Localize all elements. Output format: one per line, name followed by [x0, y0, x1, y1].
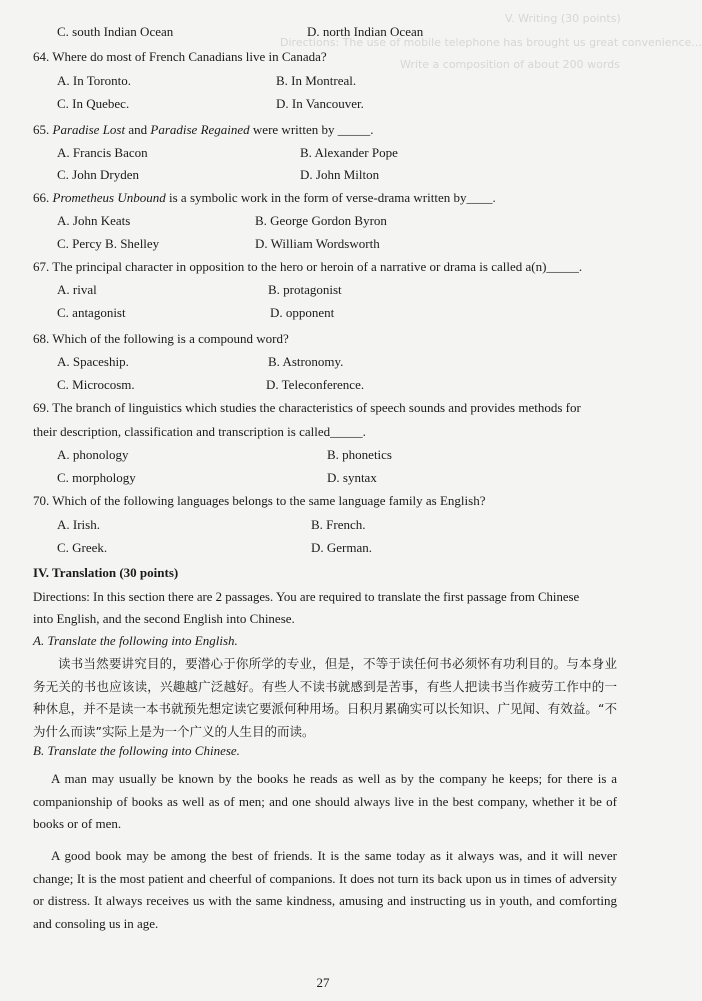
q69-option-c: C. morphology [57, 470, 136, 485]
q66-option-a: A. John Keats [57, 213, 131, 228]
bleed-through-line: V. Writing (30 points) [505, 12, 621, 25]
q64-option-a: A. In Toronto. [57, 73, 131, 88]
bleed-through-line: Write a composition of about 200 words [400, 58, 620, 71]
part-b-paragraph-1: A man may usually be known by the books he reads as well as by the company he keeps; for there is a companionship of books as well as of men; and one should always live in the best company, whether it be of books or of men. [33, 771, 617, 831]
q70-option-b: B. French. [311, 517, 366, 532]
part-a-chinese-passage: 读书当然要讲究目的，要潜心于你所学的专业，但是，不等于读任何书必须怀有功利目的。与本身业务无关的书也应该读，兴趣越广泛越好。有些人不读书就感到是苦事，有些人把读书当作疲劳工作中的一种休息，并不是读一本书就预先想定读它要派何种用场。日积月累确实可以长知识、广见闻、有效益。“不为什么而读”实际上是为一个广义的人生目的而读。 [33, 656, 617, 739]
q63-option-c: C. south Indian Ocean [57, 24, 174, 39]
q70-stem: 70. Which of the following languages belongs to the same language family as English? [33, 493, 486, 508]
q67-option-a: A. rival [57, 282, 97, 297]
q67-stem: 67. The principal character in opposition to the hero or heroin of a narrative or drama is called a(n)_____. [33, 259, 583, 274]
part-a-heading: A. Translate the following into English. [33, 633, 238, 648]
q69-option-b: B. phonetics [327, 447, 392, 462]
q70-option-d: D. German. [311, 540, 373, 555]
directions-line-1: Directions: In this section there are 2 passages. You are required to translate the first passage from Chinese [33, 590, 580, 604]
bleed-through-line: Directions: The use of mobile telephone has brought us great convenience... [280, 36, 702, 49]
q65-option-c: C. John Dryden [57, 167, 139, 182]
q66-option-d: D. William Wordsworth [255, 236, 380, 251]
q66-option-b: B. George Gordon Byron [255, 213, 387, 228]
q65-stem [33, 122, 374, 138]
q69-option-d: D. syntax [327, 470, 377, 485]
q66-stem [33, 190, 496, 206]
q63-option-d: D. north Indian Ocean [307, 24, 424, 39]
q69-stem-line-2: their description, classification and transcription is called_____. [33, 424, 366, 439]
part-b-paragraph-2: A good book may be among the best of friends. It is the same today as it always was, and it will never change; It is the most patient and cheerful of companions. It does not turn its back upon us in times of adversity or distress. It always receives us with the same kindness, amusing and instructing us in youth, and comforting and consoling us in age. [33, 848, 617, 931]
q66-title: Prometheus Unbound [52, 190, 166, 205]
q67-option-b: B. protagonist [268, 282, 342, 297]
q64-option-d: D. In Vancouver. [276, 96, 364, 111]
section-heading: IV. Translation (30 points) [33, 565, 179, 580]
q68-option-b: B. Astronomy. [268, 354, 344, 369]
q67-option-d: D. opponent [270, 305, 335, 320]
q70-option-a: A. Irish. [57, 517, 100, 532]
q64-option-c: C. In Quebec. [57, 96, 130, 111]
q65-title-1: Paradise Lost [52, 122, 126, 137]
part-b-heading: B. Translate the following into Chinese. [33, 743, 240, 758]
q65-and: and [128, 122, 148, 137]
q68-option-c: C. Microcosm. [57, 377, 135, 392]
q67-option-c: C. antagonist [57, 305, 126, 320]
page-number: 27 [316, 975, 330, 990]
q66-number: 66. [33, 190, 50, 205]
q64-option-b: B. In Montreal. [276, 73, 357, 88]
q68-option-a: A. Spaceship. [57, 354, 129, 369]
q65-option-b: B. Alexander Pope [300, 145, 398, 160]
q64-stem: 64. Where do most of French Canadians live in Canada? [33, 49, 327, 64]
directions-line-2: into English, and the second English into Chinese. [33, 611, 295, 626]
q69-option-a: A. phonology [57, 447, 129, 462]
q66-option-c: C. Percy B. Shelley [57, 236, 160, 251]
q65-title-2: Paradise Regained [150, 122, 250, 137]
q65-option-d: D. John Milton [300, 167, 380, 182]
q65-option-a: A. Francis Bacon [57, 145, 148, 160]
q65-number: 65. [33, 122, 50, 137]
q69-stem-line-1: 69. The branch of linguistics which studies the characteristics of speech sounds and provides methods for [33, 400, 581, 415]
q68-option-d: D. Teleconference. [266, 377, 365, 392]
q65-rest: were written by _____. [252, 122, 374, 137]
q66-rest: is a symbolic work in the form of verse-drama written by____. [169, 190, 496, 205]
q68-stem: 68. Which of the following is a compound word? [33, 331, 289, 346]
q70-option-c: C. Greek. [57, 540, 108, 555]
